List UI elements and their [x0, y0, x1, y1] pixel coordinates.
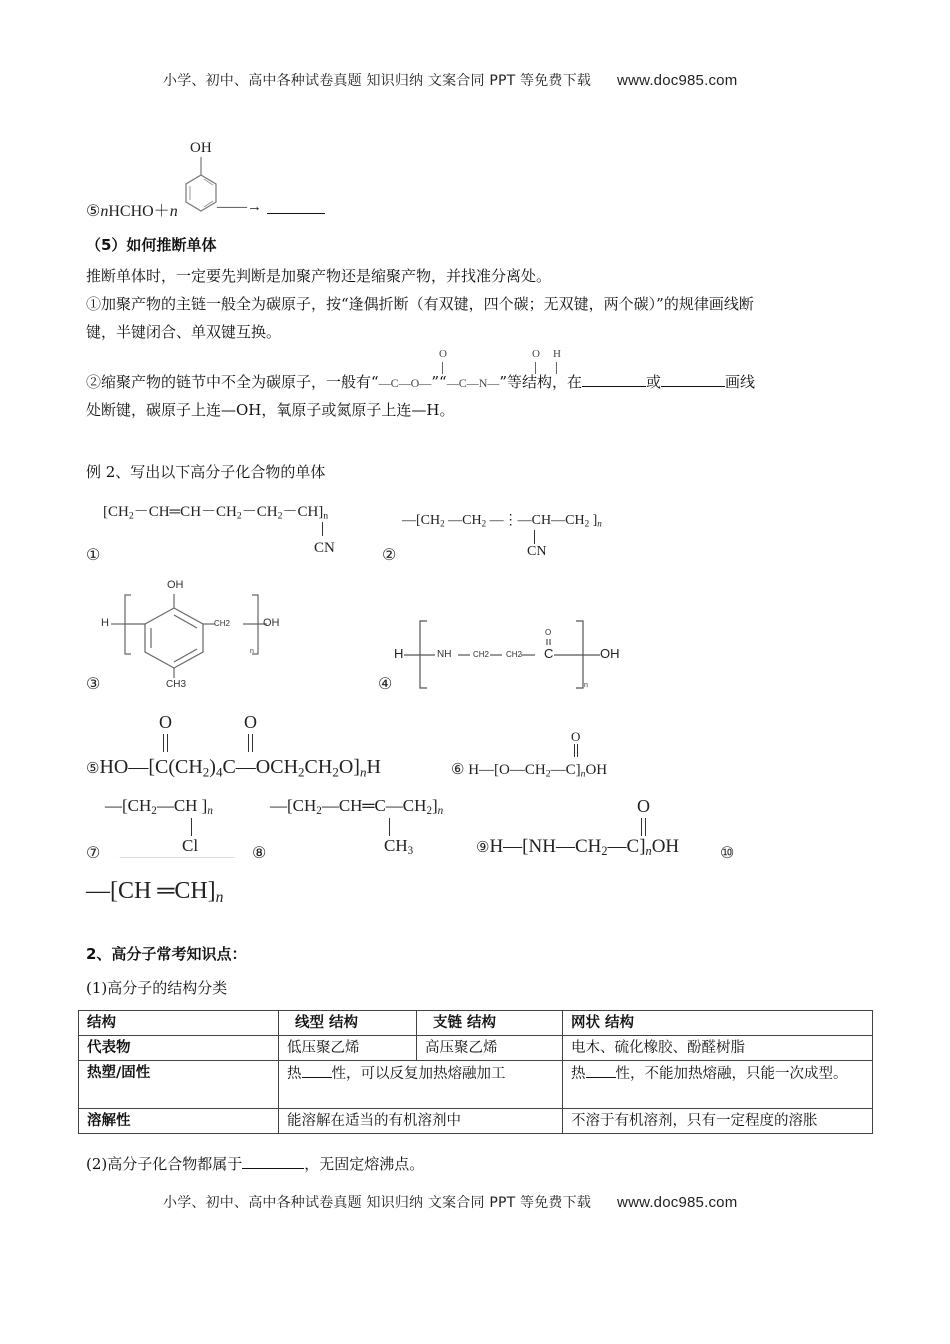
- ester-o-label: O: [439, 348, 447, 360]
- answer-blank[interactable]: [267, 213, 325, 214]
- phenol-oh-label: OH: [190, 140, 212, 156]
- ester-group: —C—O—: [378, 376, 432, 390]
- coefficient-n: n: [100, 203, 109, 220]
- formula-5-double-bond-1: [163, 734, 168, 752]
- formula-4-oh: OH: [600, 646, 620, 661]
- page-header: [163, 70, 737, 90]
- formula-7-divider: [120, 857, 235, 858]
- text: ，无固定熔沸点。: [304, 1155, 425, 1173]
- item-number-7: ⑦: [86, 845, 101, 862]
- item-number: ⑤: [86, 203, 101, 220]
- section-5-intro: 推断单体时，一定要先判断是加聚产物还是缩聚产物，并找准分离处。: [86, 267, 552, 285]
- formula-4-n: n: [584, 682, 588, 689]
- item-number-8: ⑧: [252, 845, 267, 862]
- formula-5: $⑤HO—[C(CH_2)_4C—OCH_2CH_2O]_nH$: [86, 756, 381, 780]
- point-2-line-1: [86, 370, 755, 395]
- reaction-arrow: ——→: [217, 199, 262, 215]
- formula-2: $—[CH_2$ $—CH_2$ $—⋮—CH—CH_2$ ]$_n$: [402, 513, 602, 529]
- item-number-3: ③: [86, 676, 101, 693]
- formula-3-ch3: CH3: [166, 679, 187, 690]
- formula-7-bond: [191, 818, 192, 836]
- text: ②缩聚产物的链节中不全为碳原子，一般有“: [86, 373, 379, 391]
- formula-3-oh-top: OH: [167, 579, 184, 591]
- row-label: 溶解性: [79, 1109, 279, 1134]
- item-number-6: ⑥: [451, 762, 465, 778]
- table-cell: [563, 1061, 873, 1109]
- table-header-cell: 结构: [79, 1011, 279, 1036]
- formula-9: $⑨H—[NH—CH_2—C]_nOH$: [476, 836, 680, 859]
- formula-9-double-bond: [641, 818, 646, 836]
- formula-3-structure: [95, 578, 295, 688]
- amide-co-bond: [535, 362, 536, 374]
- formula-3-oh-end: OH: [263, 617, 280, 629]
- formula-5-o1: O: [159, 712, 172, 732]
- text: ”等结构，在: [499, 373, 583, 391]
- formula-6-o: O: [571, 729, 581, 744]
- table-header-cell: 支链 结构: [417, 1011, 563, 1036]
- text: 热: [571, 1066, 586, 1082]
- structure-classification-table: [78, 1010, 873, 1134]
- answer-blank[interactable]: [302, 1063, 332, 1078]
- text: 或: [646, 373, 662, 391]
- amide-nh-bond: [556, 362, 557, 374]
- formula-1: $[CH_2-CH═CH-CH_2-CH_2-CH]_n$: [103, 504, 329, 522]
- formula-5-o2: O: [244, 712, 257, 732]
- answer-blank[interactable]: [586, 1063, 616, 1078]
- formula-8-branch: $CH_3$: [384, 836, 414, 857]
- item-number-9: ⑨: [476, 840, 490, 856]
- coefficient-n: n: [169, 203, 178, 220]
- amide-group: —C—N—: [446, 376, 500, 390]
- formula-7: $—[CH_2—CH$ ]$_n$: [105, 796, 213, 817]
- formula-4-h: H: [394, 646, 404, 661]
- example-2-title: 例 2、写出以下高分子化合物的单体: [86, 463, 326, 481]
- answer-blank[interactable]: [582, 372, 646, 387]
- table-cell: 高压聚乙烯: [417, 1036, 563, 1061]
- phenol-ring-icon: [180, 155, 220, 217]
- table-row: [79, 1036, 873, 1061]
- amide-o-label: O: [532, 348, 540, 360]
- table-cell: 低压聚乙烯: [279, 1036, 417, 1061]
- row-label: 代表物: [79, 1036, 279, 1061]
- formula-7-branch: Cl: [182, 836, 199, 855]
- header-url[interactable]: www.doc985.com: [617, 72, 738, 89]
- formula-4-c: C: [544, 646, 554, 661]
- reagent-hcho: HCHO＋: [108, 203, 170, 220]
- table-row: [79, 1061, 873, 1109]
- formula-6-double-bond: [574, 744, 578, 757]
- text: 热: [287, 1066, 302, 1082]
- formula-3-ch2: CH2: [214, 619, 231, 628]
- formula-4-ch2-a: CH2: [473, 650, 490, 659]
- table-row: [79, 1109, 873, 1134]
- ester-bond: [442, 362, 443, 374]
- text: (2)高分子化合物都属于: [86, 1155, 243, 1173]
- item-number-10: ⑩: [720, 845, 735, 862]
- formula-3-n: n: [250, 648, 254, 655]
- formula-2-branch: CN: [527, 544, 547, 559]
- formula-5-double-bond-2: [248, 734, 253, 752]
- text: 性，可以反复加热熔融加工: [331, 1066, 506, 1082]
- formula-3-h: H: [101, 617, 109, 629]
- item-number-4: ④: [378, 676, 393, 693]
- table-cell: [279, 1061, 563, 1109]
- formula-4-o: O: [545, 628, 552, 637]
- table-header-cell: 网状 结构: [563, 1011, 873, 1036]
- formula-8: $—[CH_2—CH═C—CH_2]_n$: [270, 796, 444, 817]
- formula-6: ⑥ $H—[O—CH_2—C]_nOH$: [451, 762, 608, 780]
- header-text: 小学、初中、高中各种试卷真题 知识归纳 文案合同 PPT 等免费下载: [163, 73, 592, 89]
- formula-10: —[CH $═CH]_n$: [86, 878, 224, 906]
- formula-1-branch: CN: [314, 540, 335, 556]
- text: ”“: [431, 373, 447, 391]
- text: 性，不能加热熔融，只能一次成型。: [615, 1066, 848, 1082]
- table-cell: 电木、硫化橡胶、酚醛树脂: [563, 1036, 873, 1061]
- item-number-5: ⑤: [86, 761, 100, 777]
- formula-9-o: O: [637, 796, 650, 816]
- item-number-1: ①: [86, 547, 101, 564]
- row-label: 热塑/固性: [79, 1061, 279, 1109]
- section-5-title: （5）如何推断单体: [86, 236, 217, 254]
- page-footer: [163, 1192, 737, 1212]
- answer-blank[interactable]: [661, 372, 725, 387]
- section-2-sub-1: (1)高分子的结构分类: [86, 979, 228, 997]
- formula-4-nh: NH: [437, 649, 452, 660]
- formula-1-bond: [322, 522, 323, 536]
- formula-8-bond: [389, 818, 390, 836]
- section-2-sub-2: [86, 1152, 424, 1176]
- table-cell: 不溶于有机溶剂，只有一定程度的溶胀: [563, 1109, 873, 1134]
- table-header-row: [79, 1011, 873, 1036]
- reaction-5: [86, 198, 178, 221]
- formula-2-bond: [534, 530, 535, 544]
- section-2-title: 2、高分子常考知识点：: [86, 945, 247, 963]
- point-1-line-2: 键，半键闭合、单双键互换。: [86, 323, 282, 341]
- point-1-line-1: ①加聚产物的主链一般全为碳原子，按“逢偶折断（有双键，四个碳；无双键，两个碳）”的规律画线断: [86, 295, 754, 313]
- footer-url[interactable]: www.doc985.com: [617, 1194, 738, 1211]
- table-cell: 能溶解在适当的有机溶剂中: [279, 1109, 563, 1134]
- amide-h-label: H: [553, 348, 561, 360]
- answer-blank[interactable]: [242, 1154, 304, 1169]
- footer-text: 小学、初中、高中各种试卷真题 知识归纳 文案合同 PPT 等免费下载: [163, 1195, 592, 1211]
- formula-4-ch2-b: CH2: [506, 650, 523, 659]
- point-2-line-2: 处断键，碳原子上连—OH，氧原子或氮原子上连—H。: [86, 401, 455, 419]
- item-number-2: ②: [382, 547, 397, 564]
- table-header-cell: 线型 结构: [279, 1011, 417, 1036]
- text: 画线: [725, 373, 756, 391]
